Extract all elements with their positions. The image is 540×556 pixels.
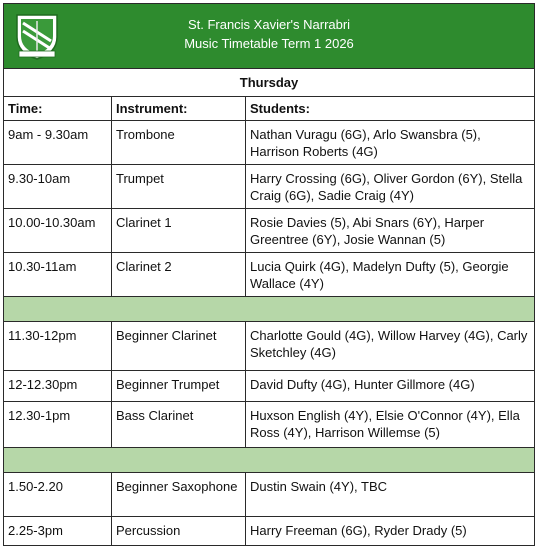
school-header: [4, 4, 535, 69]
table-row: [4, 209, 535, 253]
table-row: [4, 253, 535, 297]
students-cell: Lucia Quirk (4G), Madelyn Dufty (5), Georgie Wallace (4Y): [246, 253, 535, 297]
instrument-cell: Bass Clarinet: [112, 402, 246, 448]
students-cell: Nathan Vuragu (6G), Arlo Swansbra (5), Harrison Roberts (4G): [246, 121, 535, 165]
instrument-cell: Percussion: [112, 517, 246, 546]
time-cell: 2.25-3pm: [4, 517, 112, 546]
break-spacer: [4, 448, 535, 473]
students-cell: Charlotte Gould (4G), Willow Harvey (4G), Carly Sketchley (4G): [246, 322, 535, 371]
time-cell: 12.30-1pm: [4, 402, 112, 448]
table-row: [4, 517, 535, 546]
header-row: [4, 4, 535, 69]
students-column-header: Students:: [246, 97, 535, 121]
table-row: [4, 473, 535, 517]
column-header-row: [4, 97, 535, 121]
time-cell: 1.50-2.20: [4, 473, 112, 517]
timetable-title: Music Timetable Term 1 2026: [184, 36, 354, 51]
time-column-header: Time:: [4, 97, 112, 121]
students-cell: Rosie Davies (5), Abi Snars (6Y), Harper Greentree (6Y), Josie Wannan (5): [246, 209, 535, 253]
table-row: [4, 402, 535, 448]
time-cell: 10.00-10.30am: [4, 209, 112, 253]
time-cell: 12-12.30pm: [4, 371, 112, 402]
students-cell: Harry Freeman (6G), Ryder Drady (5): [246, 517, 535, 546]
instrument-cell: Beginner Trumpet: [112, 371, 246, 402]
instrument-cell: Trombone: [112, 121, 246, 165]
students-cell: Harry Crossing (6G), Oliver Gordon (6Y), Stella Craig (6G), Sadie Craig (4Y): [246, 165, 535, 209]
time-cell: 9am - 9.30am: [4, 121, 112, 165]
day-heading: Thursday: [4, 69, 535, 97]
table-row: [4, 165, 535, 209]
students-cell: Dustin Swain (4Y), TBC: [246, 473, 535, 517]
instrument-cell: Beginner Saxophone: [112, 473, 246, 517]
instrument-cell: Clarinet 1: [112, 209, 246, 253]
timetable-sheet: [3, 3, 534, 546]
instrument-cell: Trumpet: [112, 165, 246, 209]
day-row: [4, 69, 535, 97]
instrument-column-header: Instrument:: [112, 97, 246, 121]
instrument-cell: Clarinet 2: [112, 253, 246, 297]
students-cell: Huxson English (4Y), Elsie O'Connor (4Y), Ella Ross (4Y), Harrison Willemse (5): [246, 402, 535, 448]
table-row: [4, 371, 535, 402]
table-row: [4, 121, 535, 165]
school-name: St. Francis Xavier's Narrabri: [187, 17, 351, 32]
break-spacer: [4, 297, 535, 322]
timetable-table: [3, 3, 535, 546]
instrument-cell: Beginner Clarinet: [112, 322, 246, 371]
time-cell: 11.30-12pm: [4, 322, 112, 371]
table-row: [4, 322, 535, 371]
time-cell: 10.30-11am: [4, 253, 112, 297]
break-row: [4, 448, 535, 473]
time-cell: 9.30-10am: [4, 165, 112, 209]
students-cell: David Dufty (4G), Hunter Gillmore (4G): [246, 371, 535, 402]
break-row: [4, 297, 535, 322]
